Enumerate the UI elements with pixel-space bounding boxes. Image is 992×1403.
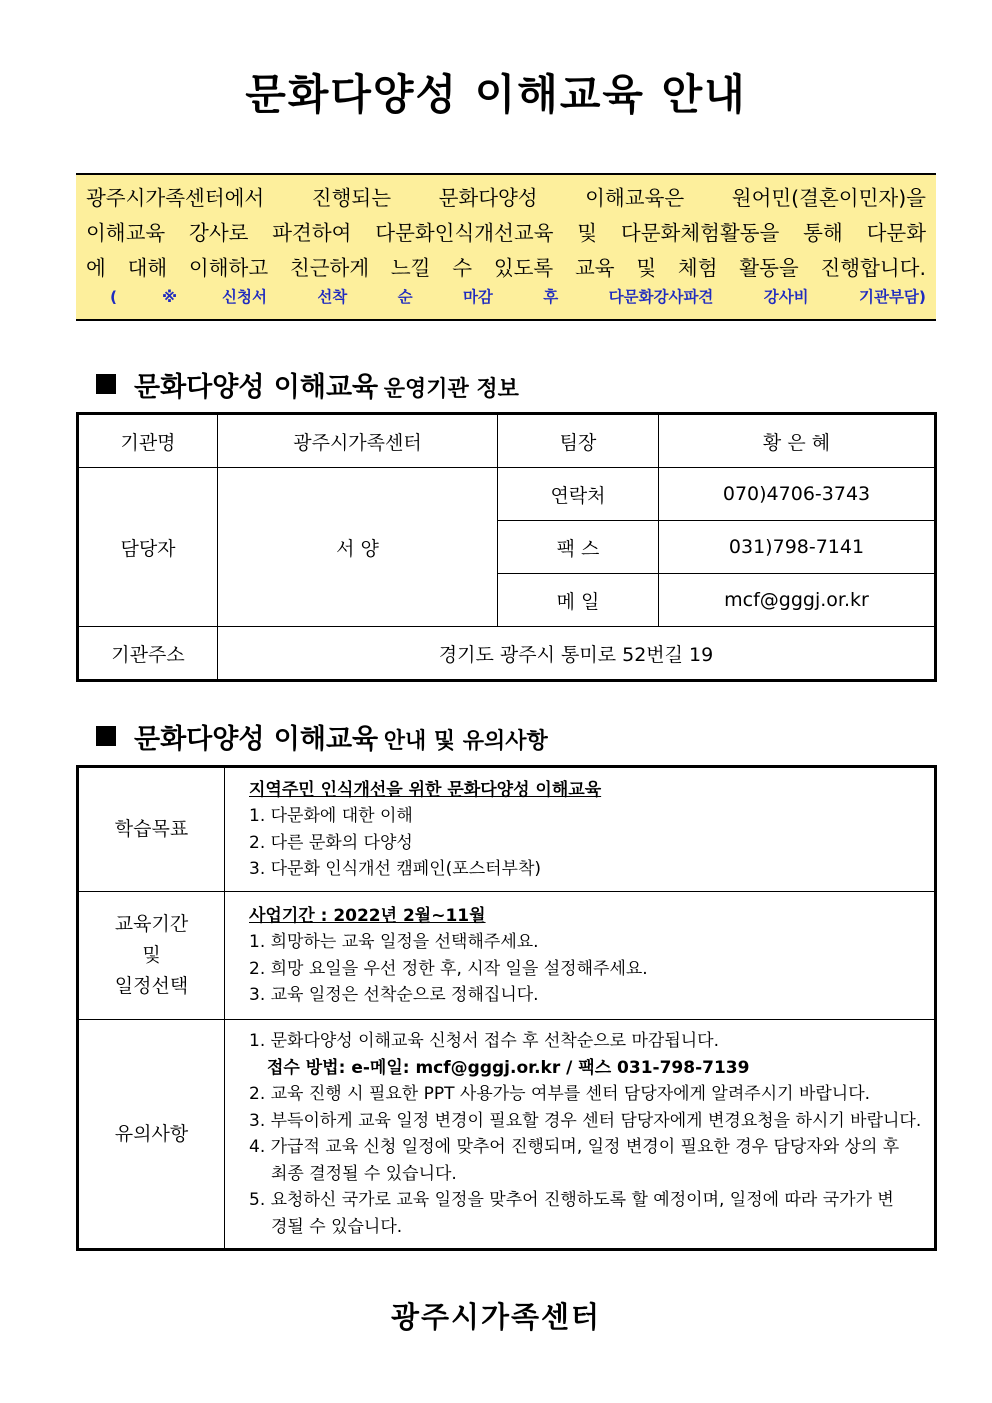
email-value: mcf@gggj.or.kr bbox=[659, 574, 936, 627]
footer-org-name: 광주시가족센터 bbox=[390, 1300, 602, 1334]
address-label: 기관주소 bbox=[78, 627, 218, 681]
period-content bbox=[225, 892, 936, 1020]
email-label: 메 일 bbox=[498, 574, 659, 627]
contact-value: 070)4706-3743 bbox=[659, 468, 936, 521]
fax-value: 031)798-7141 bbox=[659, 521, 936, 574]
period-label: 교육기간 및 일정선택 bbox=[78, 892, 225, 1020]
address-value: 경기도 광주시 통미로 52번길 19 bbox=[218, 627, 936, 681]
guide-table bbox=[76, 765, 937, 1251]
table-row bbox=[78, 892, 936, 1020]
intro-line-1: 광주시가족센터에서 진행되는 문화다양성 이해교육은 원어민(결혼이민자)을 bbox=[86, 186, 926, 210]
square-bullet-icon bbox=[96, 726, 116, 746]
goal-item: 2. 다른 문화의 다양성 bbox=[249, 832, 413, 853]
table-row bbox=[78, 468, 936, 521]
table-row bbox=[78, 767, 936, 892]
note-item: 1. 문화다양성 이해교육 신청서 접수 후 선착순으로 마감됩니다. bbox=[249, 1031, 719, 1051]
period-item: 2. 희망 요일을 우선 정한 후, 시작 일을 설정해주세요. bbox=[249, 958, 648, 979]
note-item: 3. 부득이하게 교육 일정 변경이 필요할 경우 센터 담당자에게 변경요청을 하시기 바랍니다. bbox=[249, 1110, 922, 1131]
note-item: 2. 교육 진행 시 필요한 PPT 사용가능 여부를 센터 담당자에게 알려주시기 바랍니다. bbox=[249, 1084, 871, 1104]
goal-label: 학습목표 bbox=[78, 767, 225, 892]
goal-item: 1. 다문화에 대한 이해 bbox=[249, 806, 413, 826]
notes-content bbox=[225, 1020, 936, 1250]
page-title: 문화다양성 이해교육 안내 bbox=[245, 70, 747, 119]
square-bullet-icon bbox=[96, 374, 116, 394]
goal-content bbox=[225, 767, 936, 892]
goal-heading: 지역주민 인식개선을 위한 문화다양성 이해교육 bbox=[249, 779, 602, 800]
period-heading: 사업기간 : 2022년 2월~11월 bbox=[249, 905, 486, 926]
notes-label: 유의사항 bbox=[78, 1020, 225, 1250]
manager-value: 서 양 bbox=[218, 468, 498, 627]
intro-line-3: 에 대해 이해하고 친근하게 느낄 수 있도록 교육 및 체험 활동을 진행합니다. bbox=[86, 256, 926, 280]
period-item: 1. 희망하는 교육 일정을 선택해주세요. bbox=[249, 932, 539, 952]
intro-box bbox=[76, 173, 936, 321]
contact-label: 연락처 bbox=[498, 468, 659, 521]
section-heading-guide: 문화다양성 이해교육 안내 및 유의사항 bbox=[96, 717, 548, 756]
intro-line-2: 이해교육 강사로 파견하여 다문화인식개선교육 및 다문화체험활동을 통해 다문화 bbox=[86, 221, 926, 245]
note-item-cont: 경될 수 있습니다. bbox=[271, 1216, 403, 1237]
note-item: 4. 가급적 교육 신청 일정에 맞추어 진행되며, 일정 변경이 필요한 경우 담당자와 상의 후 bbox=[249, 1137, 900, 1157]
submission-method: 접수 방법: e-메일: mcf@gggj.or.kr / 팩스 031-798-7139 bbox=[267, 1057, 750, 1078]
lead-value: 황 은 혜 bbox=[659, 414, 936, 468]
note-item: 5. 요청하신 국가로 교육 일정을 맞추어 진행하도록 할 예정이며, 일정에 따라 국가가 변 bbox=[249, 1190, 894, 1210]
period-item: 3. 교육 일정은 선착순으로 정해집니다. bbox=[249, 985, 539, 1005]
table-row bbox=[78, 627, 936, 681]
note-item-cont: 최종 결정될 수 있습니다. bbox=[271, 1163, 457, 1184]
table-row bbox=[78, 414, 936, 468]
goal-item: 3. 다문화 인식개선 캠페인(포스터부착) bbox=[249, 859, 542, 879]
section-heading-org-info: 문화다양성 이해교육 운영기관 정보 bbox=[96, 365, 519, 404]
org-value: 광주시가족센터 bbox=[218, 414, 498, 468]
org-label: 기관명 bbox=[78, 414, 218, 468]
org-info-table bbox=[76, 412, 937, 682]
manager-label: 담당자 bbox=[78, 468, 218, 627]
intro-note: (※신청서 선착 순 마감 후 다문화강사파견 강사비 기관부담) bbox=[110, 288, 926, 306]
table-row bbox=[78, 1020, 936, 1250]
fax-label: 팩 스 bbox=[498, 521, 659, 574]
lead-label: 팀장 bbox=[498, 414, 659, 468]
